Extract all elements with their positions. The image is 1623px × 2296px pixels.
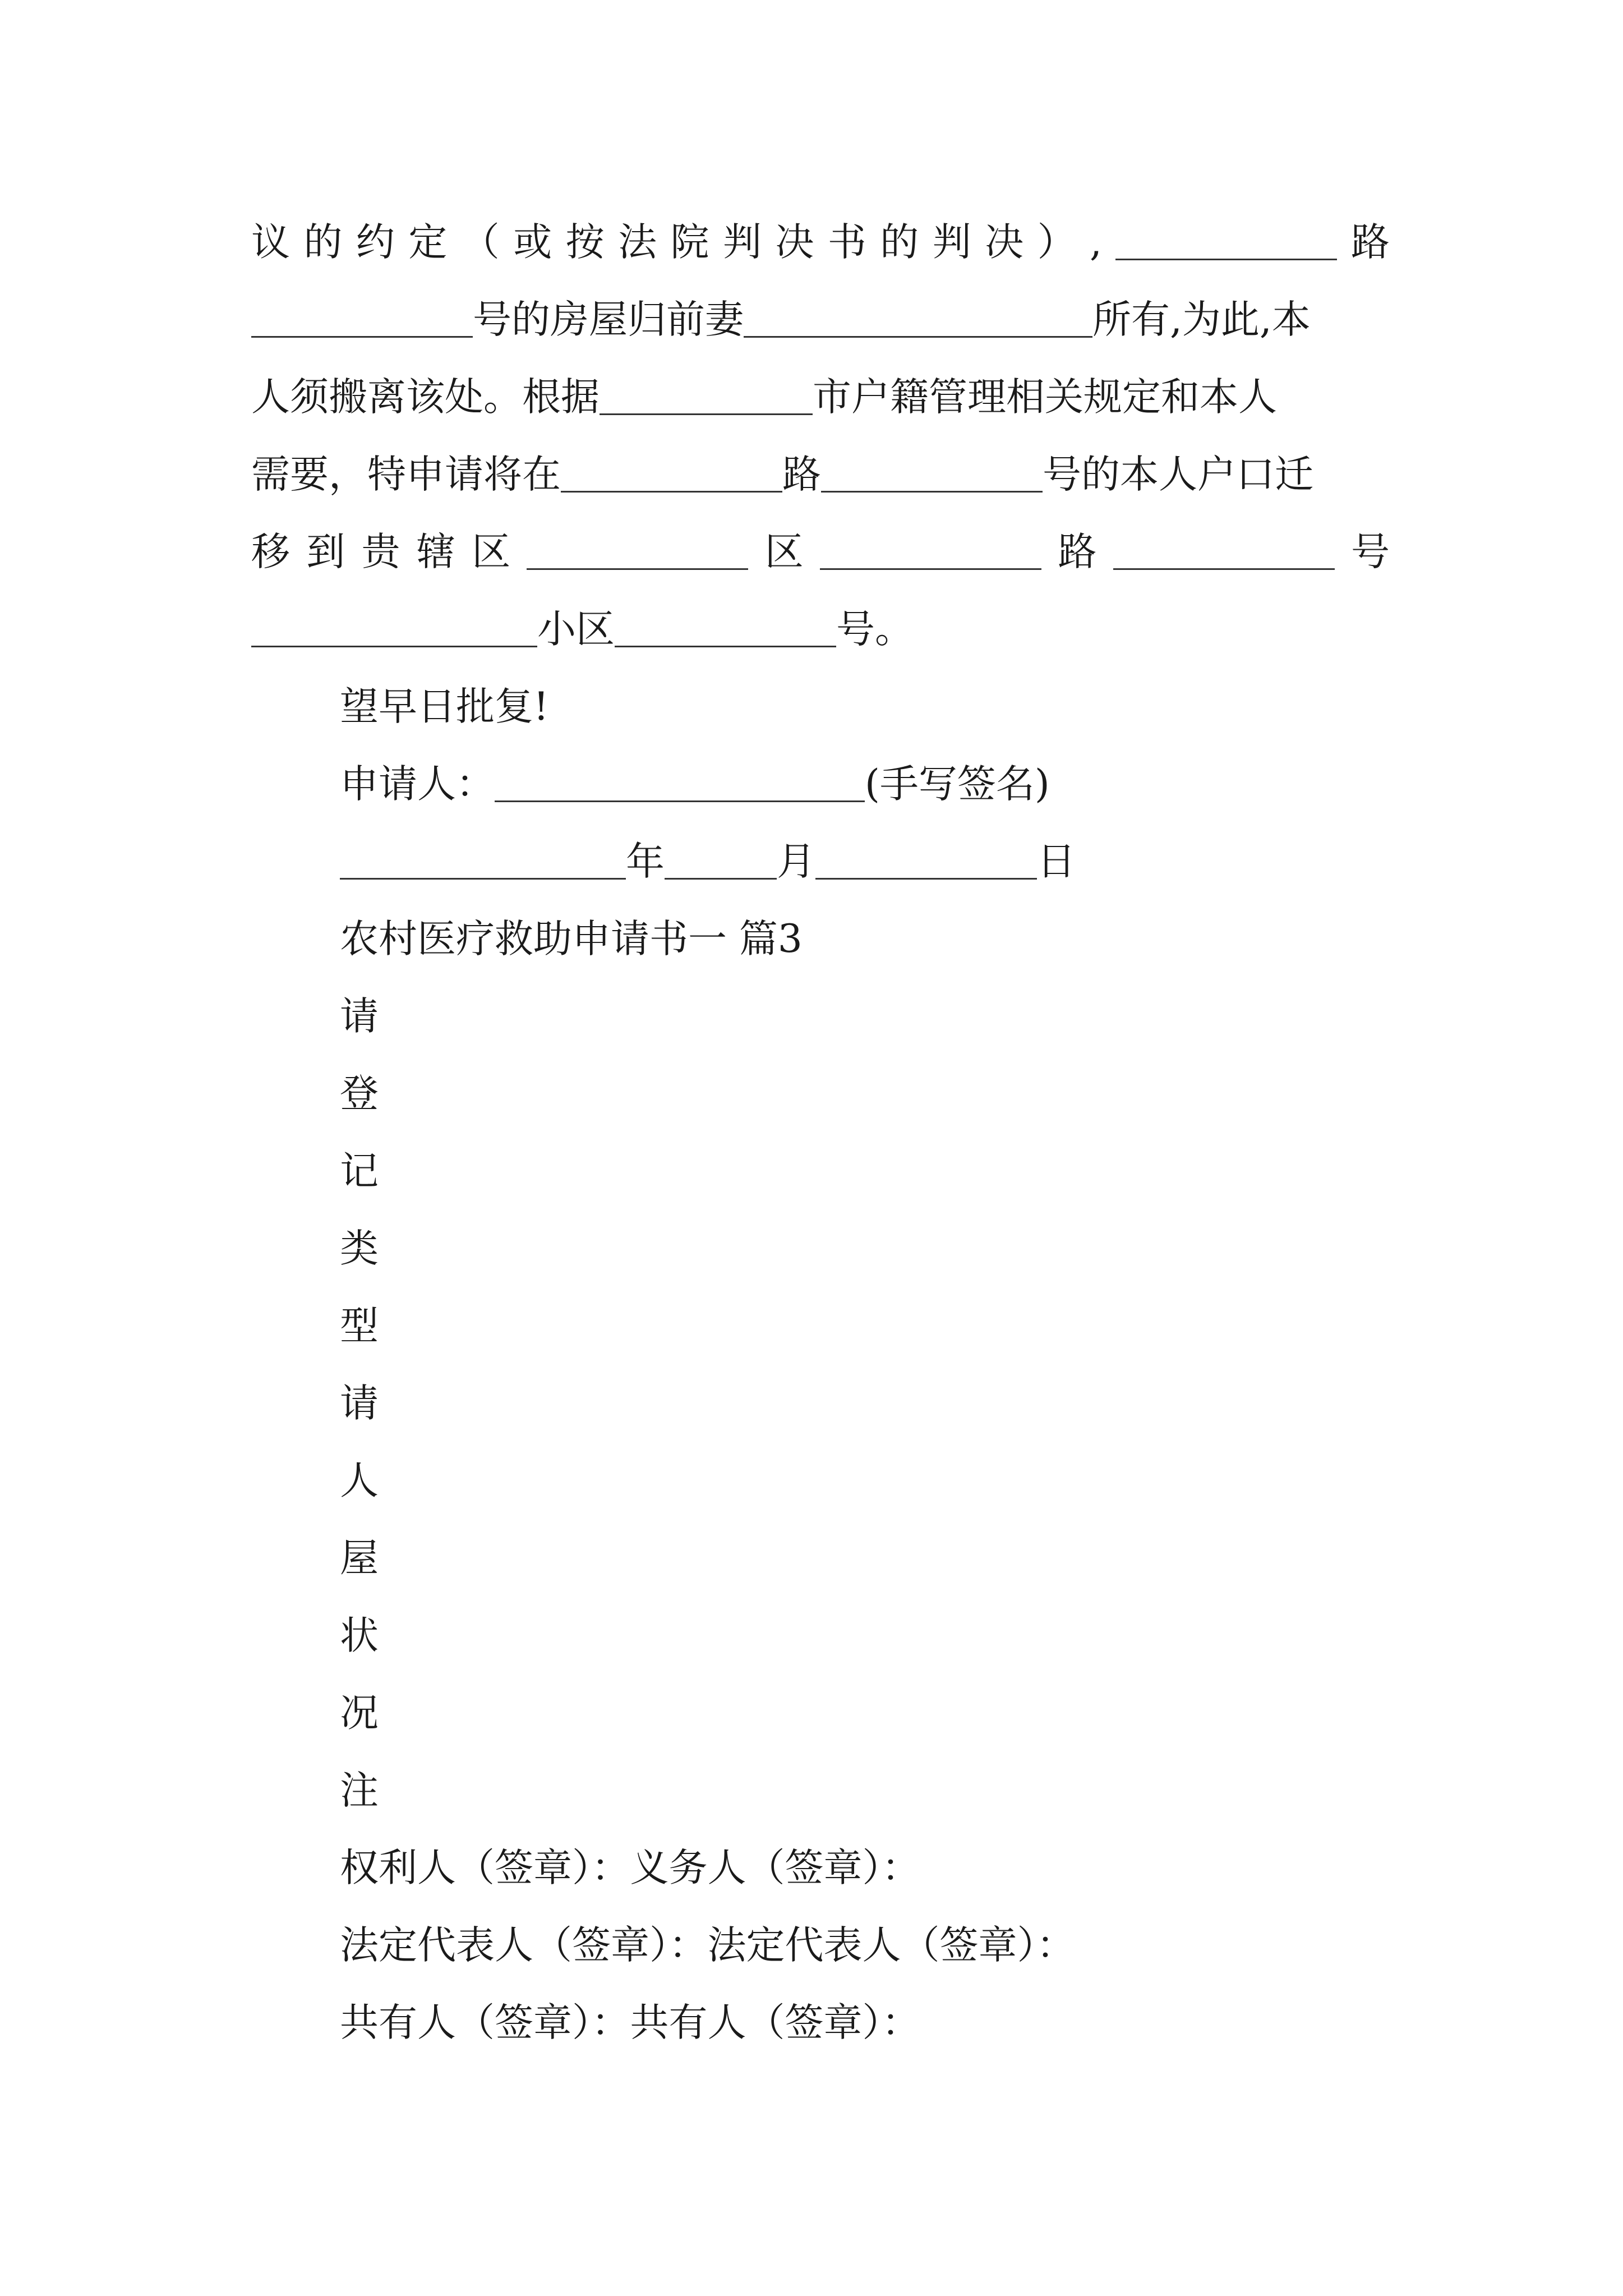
year-label: 年 — [626, 839, 665, 884]
closing-line: 望早日批复! — [340, 684, 549, 729]
fill-blank-community[interactable] — [251, 612, 537, 647]
text-segment: 人须搬离该处。根据 — [251, 375, 600, 420]
section-title: 农村医疗救助申请书一 篇3 — [340, 917, 803, 961]
text-segment: 需要，特申请将在 — [251, 452, 561, 497]
signature-line-rights-holder: 权利人（签章）：义务人（签章）： — [340, 1846, 920, 1890]
fill-blank-house-number[interactable] — [251, 302, 473, 338]
fill-blank-unit-number[interactable] — [615, 612, 836, 647]
char: 法 — [618, 220, 657, 265]
fill-blank-current-number[interactable] — [821, 457, 1043, 493]
char: 路 — [1058, 530, 1097, 574]
vertical-char: 请 — [340, 994, 379, 1039]
char: 或 — [513, 220, 552, 265]
paragraph-line-4 — [251, 447, 1390, 503]
char: 判 — [722, 220, 762, 265]
vertical-char: 人 — [340, 1458, 379, 1503]
day-field[interactable] — [815, 844, 1037, 880]
char: 的 — [303, 220, 343, 265]
char: 的 — [880, 220, 919, 265]
paragraph-line-2 — [251, 292, 1390, 348]
vertical-char: 类 — [340, 1226, 379, 1271]
month-label: 月 — [777, 839, 815, 884]
applicant-note: (手写签名) — [865, 762, 1050, 807]
fill-blank-target-road[interactable] — [820, 535, 1041, 570]
char: 贵 — [361, 530, 400, 574]
char: 号 — [1350, 530, 1390, 574]
paragraph-line-1 — [251, 214, 1390, 270]
year-field[interactable] — [340, 844, 626, 880]
text-segment: 市户籍管理相关规定和本人 — [813, 375, 1277, 420]
vertical-char: 屋 — [340, 1536, 379, 1581]
char: 决 — [985, 220, 1024, 265]
date-line — [340, 834, 1390, 890]
char: ） — [1037, 220, 1076, 265]
text-segment: 所有,为此,本 — [1092, 297, 1311, 342]
fill-blank-current-road[interactable] — [561, 457, 782, 493]
char: 路 — [1350, 220, 1390, 265]
applicant-line — [340, 756, 1390, 812]
vertical-char: 请 — [340, 1381, 379, 1426]
paragraph-line-5 — [251, 524, 1390, 580]
vertical-char: 状 — [340, 1613, 379, 1658]
paragraph-line-6 — [251, 601, 1390, 657]
char: 到 — [306, 530, 345, 574]
vertical-char: 型 — [340, 1304, 379, 1349]
fill-blank-target-district[interactable] — [527, 535, 748, 570]
month-field[interactable] — [665, 844, 777, 880]
fill-blank-ex-wife-name[interactable] — [744, 302, 1092, 338]
char: 院 — [670, 220, 709, 265]
text-segment: 小区 — [537, 607, 615, 652]
char: 移 — [251, 530, 290, 574]
char: 议 — [251, 220, 290, 265]
text-segment: 号的本人户口迁 — [1043, 452, 1313, 497]
char: （ — [460, 220, 500, 265]
char: 区 — [472, 530, 511, 574]
fill-blank-city[interactable] — [600, 380, 813, 415]
char: 定 — [408, 220, 448, 265]
paragraph-line-3 — [251, 369, 1390, 425]
char: 按 — [565, 220, 605, 265]
char: 区 — [764, 530, 804, 574]
char: 约 — [356, 220, 395, 265]
text-segment: 号的房屋归前妻 — [473, 297, 744, 342]
text-segment: 号。 — [836, 607, 914, 652]
char: 判 — [932, 220, 971, 265]
day-label: 日 — [1037, 839, 1076, 884]
fill-blank-road[interactable] — [1115, 225, 1337, 260]
char: 辖 — [416, 530, 455, 574]
text-segment: 路 — [782, 452, 821, 497]
char: 书 — [827, 220, 866, 265]
vertical-char: 记 — [340, 1149, 379, 1194]
applicant-label: 申请人： — [340, 762, 495, 807]
signature-line-co-owner: 共有人（签章）：共有人（签章）： — [340, 2000, 920, 2045]
vertical-char: 登 — [340, 1071, 379, 1116]
vertical-char: 况 — [340, 1691, 379, 1736]
signature-line-legal-representative: 法定代表人（签章）：法定代表人（签章）： — [340, 1923, 1075, 1968]
char: 决 — [775, 220, 814, 265]
char: , — [1090, 220, 1102, 265]
vertical-char: 注 — [340, 1768, 379, 1813]
fill-blank-target-number[interactable] — [1113, 535, 1335, 570]
applicant-signature-field[interactable] — [495, 767, 865, 802]
